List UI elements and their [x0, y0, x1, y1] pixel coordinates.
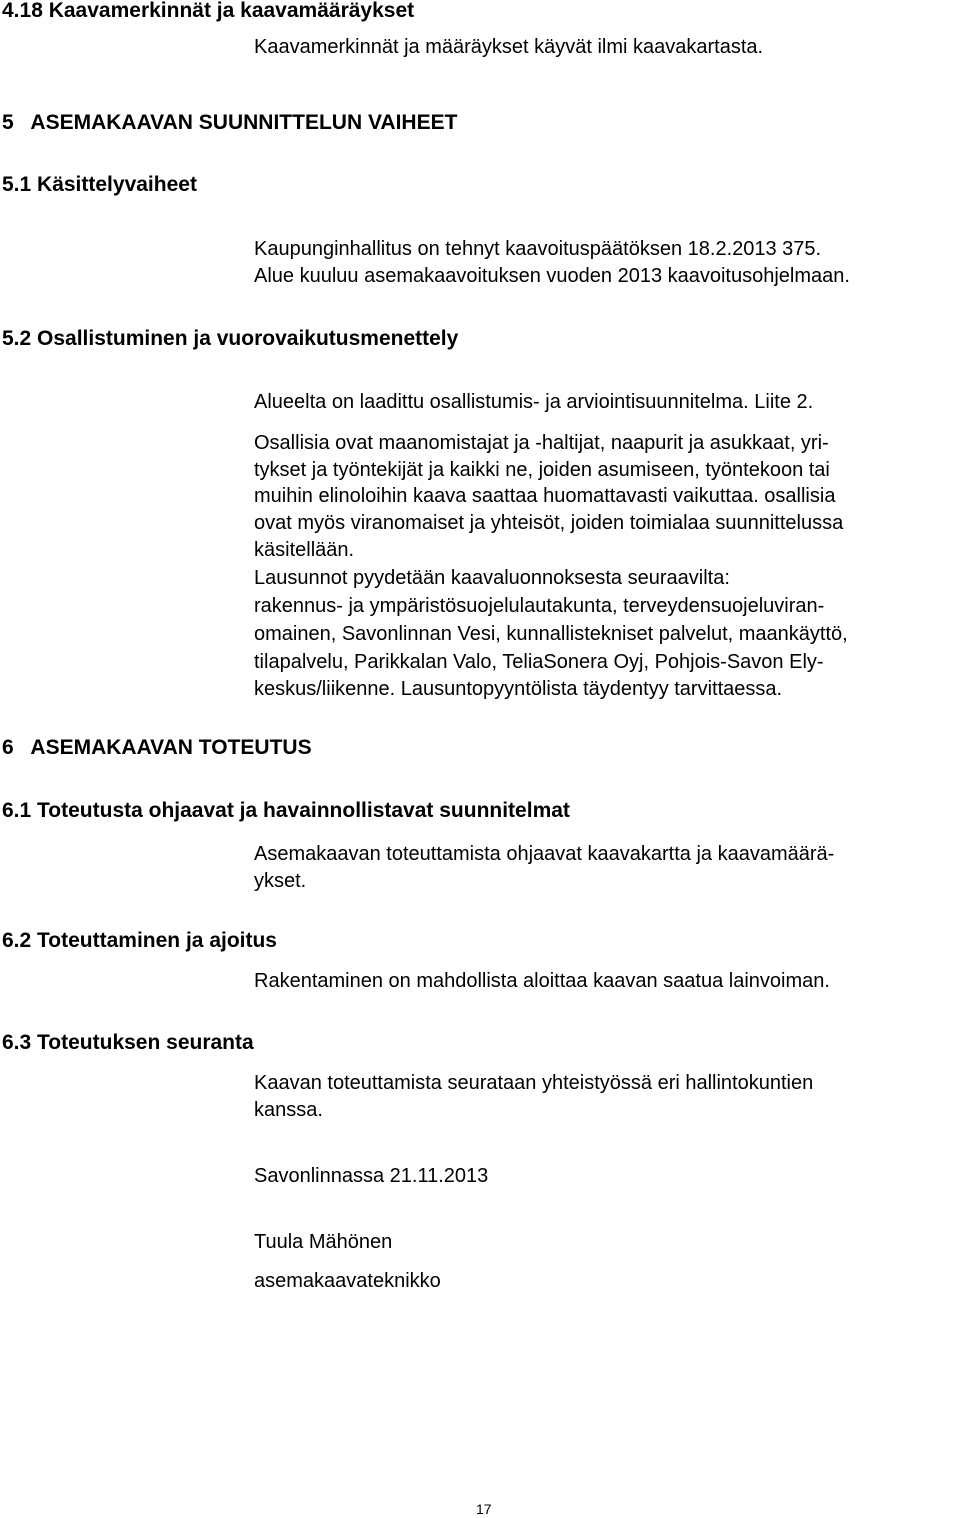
- section-6-1-line-2: ykset.: [254, 870, 307, 892]
- section-5-2-line-2: Osallisia ovat maanomistajat ja -haltijat, naapurit ja asukkaat, yri-: [254, 432, 829, 454]
- heading-6: 6 ASEMAKAAVAN TOTEUTUS: [2, 736, 312, 759]
- heading-5-2: 5.2 Osallistuminen ja vuorovaikutusmenettely: [2, 327, 459, 350]
- heading-6-1: 6.1 Toteutusta ohjaavat ja havainnollistavat suunnitelmat: [2, 799, 570, 822]
- section-5-2-line-6: käsitellään.: [254, 539, 355, 561]
- section-4-18-text: Kaavamerkinnät ja määräykset käyvät ilmi kaavakartasta.: [254, 36, 764, 58]
- section-5-2-line-9: omainen, Savonlinnan Vesi, kunnallistekniset palvelut, maankäyttö,: [254, 623, 848, 645]
- section-5-2-line-3: tykset ja työntekijät ja kaikki ne, joiden asumiseen, työntekoon tai: [254, 459, 830, 481]
- heading-4-18: 4.18 Kaavamerkinnät ja kaavamääräykset: [2, 0, 415, 22]
- section-5-2-line-5: ovat myös viranomaiset ja yhteisöt, joiden toimialaa suunnittelussa: [254, 512, 844, 534]
- section-5-2-line-1: Alueelta on laadittu osallistumis- ja arviointisuunnitelma. Liite 2.: [254, 391, 814, 413]
- heading-5: 5 ASEMAKAAVAN SUUNNITTELUN VAIHEET: [2, 111, 458, 134]
- section-6-3-line-2: kanssa.: [254, 1099, 323, 1121]
- heading-6-2: 6.2 Toteuttaminen ja ajoitus: [2, 929, 277, 952]
- section-6-1-line-1: Asemakaavan toteuttamista ohjaavat kaavakartta ja kaavamäärä-: [254, 843, 835, 865]
- heading-5-1: 5.1 Käsittelyvaiheet: [2, 173, 197, 196]
- section-5-2-line-4: muihin elinoloihin kaava saattaa huomattavasti vaikuttaa. osallisia: [254, 485, 836, 507]
- page-number: 17: [476, 1501, 492, 1517]
- signature-place-date: Savonlinnassa 21.11.2013: [254, 1165, 489, 1187]
- section-5-1-line-2: Alue kuuluu asemakaavoituksen vuoden 2013 kaavoitusohjelmaan.: [254, 265, 850, 287]
- section-5-2-line-10: tilapalvelu, Parikkalan Valo, TeliaSonera Oyj, Pohjois-Savon Ely-: [254, 651, 824, 673]
- heading-6-3: 6.3 Toteutuksen seuranta: [2, 1031, 254, 1054]
- section-5-2-line-7: Lausunnot pyydetään kaavaluonnoksesta seuraavilta:: [254, 567, 730, 589]
- section-5-2-line-11: keskus/liikenne. Lausuntopyyntölista täydentyy tarvittaessa.: [254, 678, 783, 700]
- signature-title: asemakaavateknikko: [254, 1270, 441, 1292]
- section-6-2-text: Rakentaminen on mahdollista aloittaa kaavan saatua lainvoiman.: [254, 970, 830, 992]
- section-5-1-line-1: Kaupunginhallitus on tehnyt kaavoituspäätöksen 18.2.2013 375.: [254, 238, 822, 260]
- section-5-2-line-8: rakennus- ja ympäristösuojelulautakunta, terveydensuojeluviran-: [254, 595, 825, 617]
- signature-name: Tuula Mähönen: [254, 1231, 393, 1253]
- section-6-3-line-1: Kaavan toteuttamista seurataan yhteistyössä eri hallintokuntien: [254, 1072, 814, 1094]
